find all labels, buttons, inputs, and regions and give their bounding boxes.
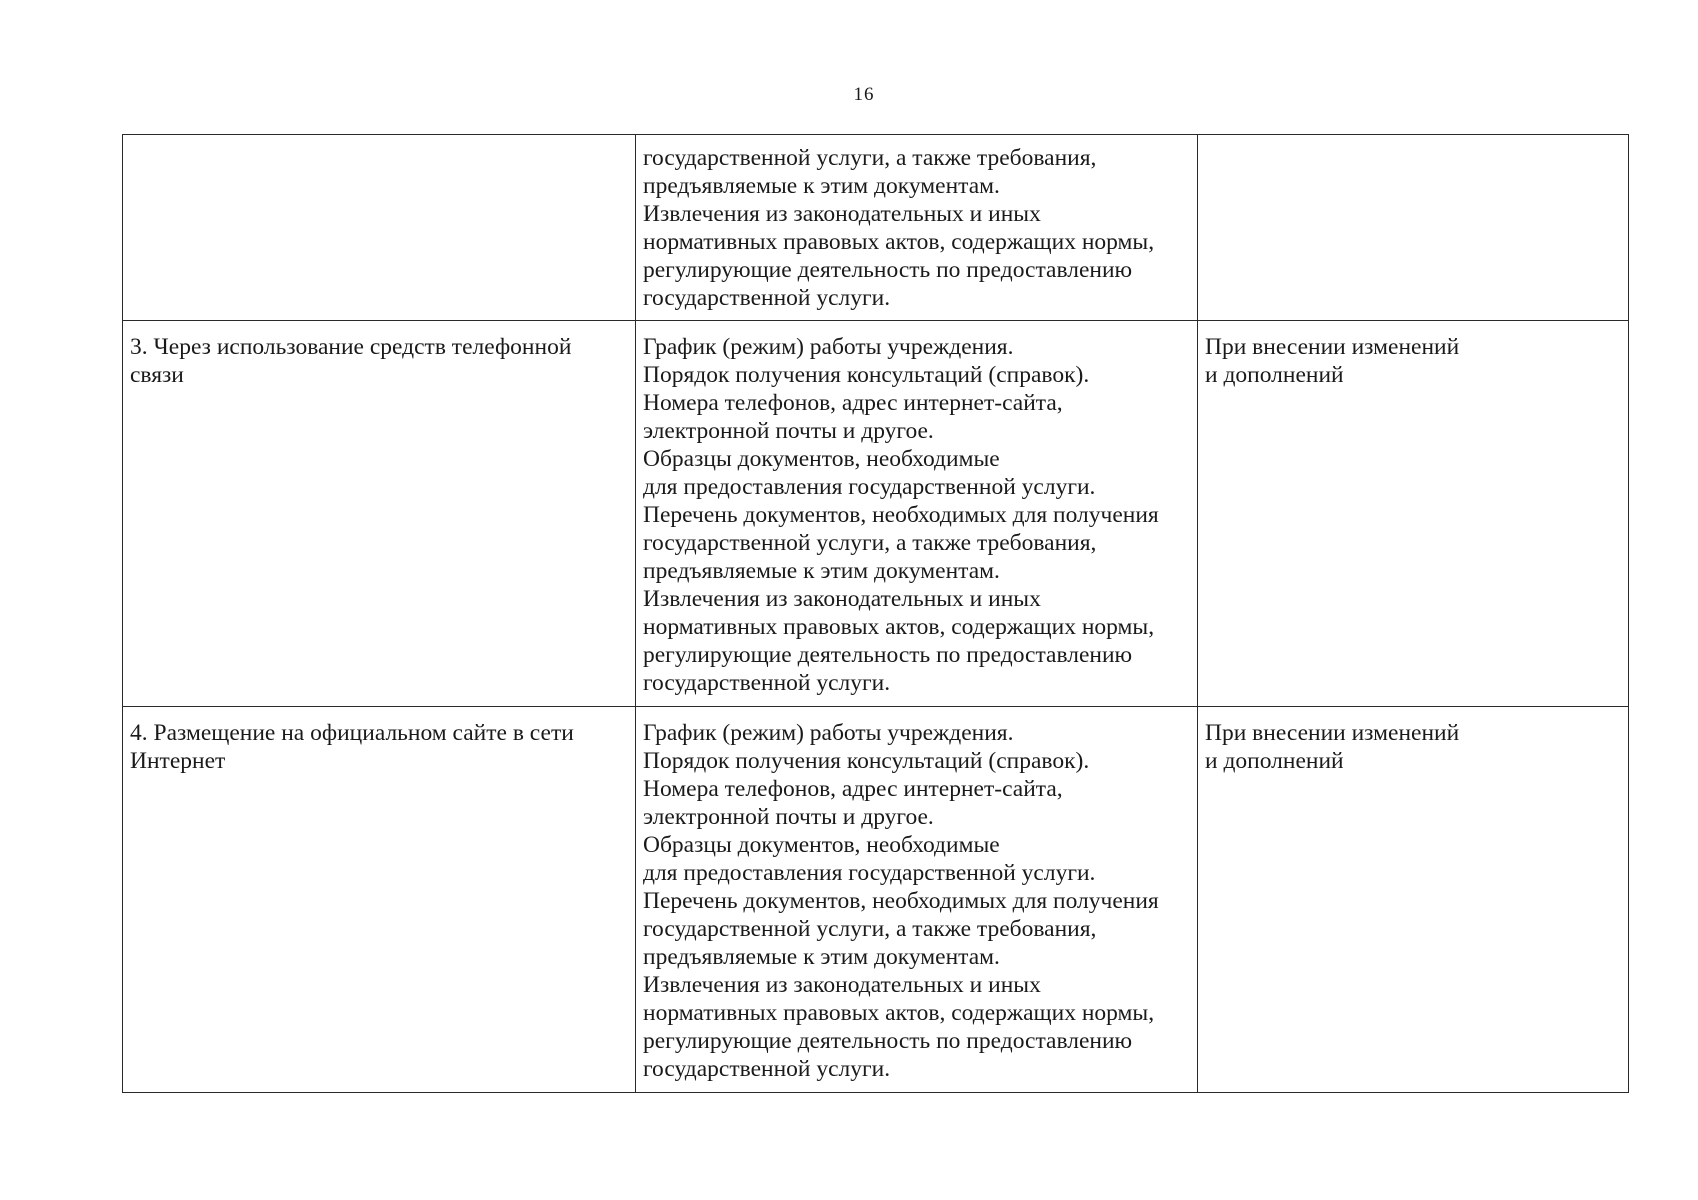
content-line: предъявляемые к этим документам. xyxy=(643,173,1000,199)
frequency-line: и дополнений xyxy=(1205,748,1344,774)
content-line: регулирующие деятельность по предоставлению xyxy=(643,257,1133,283)
content-line: для предоставления государственной услуги. xyxy=(643,860,1096,886)
table-row xyxy=(123,321,1629,707)
content-line: государственной услуги, а также требования, xyxy=(643,145,1097,171)
content-line: График (режим) работы учреждения. xyxy=(643,720,1014,746)
content-line: Образцы документов, необходимые xyxy=(643,446,1000,472)
frequency-line: и дополнений xyxy=(1205,362,1344,388)
content-line: государственной услуги. xyxy=(643,285,891,311)
content-line: Извлечения из законодательных и иных xyxy=(643,201,1041,227)
content-line: нормативных правовых актов, содержащих нормы, xyxy=(643,1000,1155,1026)
frequency-cell xyxy=(1198,135,1629,321)
content-line: государственной услуги. xyxy=(643,670,891,696)
content-line: предъявляемые к этим документам. xyxy=(643,558,1000,584)
content-line: Перечень документов, необходимых для получения xyxy=(643,502,1159,528)
content-line: государственной услуги, а также требования, xyxy=(643,916,1097,942)
content-line: Образцы документов, необходимые xyxy=(643,832,1000,858)
content-line: График (режим) работы учреждения. xyxy=(643,334,1014,360)
content-line: государственной услуги, а также требования, xyxy=(643,530,1097,556)
page-number: 16 xyxy=(853,84,875,105)
content-line: Извлечения из законодательных и иных xyxy=(643,586,1041,612)
content-line: регулирующие деятельность по предоставлению xyxy=(643,642,1133,668)
method-cell xyxy=(123,707,636,1093)
frequency-line: При внесении изменений xyxy=(1205,720,1460,746)
content-line: Извлечения из законодательных и иных xyxy=(643,972,1041,998)
frequency-cell xyxy=(1198,321,1629,707)
content-line: нормативных правовых актов, содержащих нормы, xyxy=(643,229,1155,255)
content-line: предъявляемые к этим документам. xyxy=(643,944,1000,970)
method-line: 4. Размещение на официальном сайте в сети xyxy=(130,720,574,746)
content-line: регулирующие деятельность по предоставлению xyxy=(643,1028,1133,1054)
content-line: Порядок получения консультаций (справок). xyxy=(643,362,1090,388)
content-line: государственной услуги. xyxy=(643,1056,891,1082)
method-line: 3. Через использование средств телефонной xyxy=(130,334,572,360)
content-cell xyxy=(636,135,1198,321)
content-line: Номера телефонов, адрес интернет-сайта, xyxy=(643,390,1063,416)
content-line: электронной почты и другое. xyxy=(643,804,934,830)
method-cell xyxy=(123,321,636,707)
method-line: Интернет xyxy=(130,748,226,774)
content-line: Номера телефонов, адрес интернет-сайта, xyxy=(643,776,1063,802)
method-line: связи xyxy=(130,362,184,388)
table-row xyxy=(123,707,1629,1093)
table-row xyxy=(123,135,1629,321)
content-line: для предоставления государственной услуги. xyxy=(643,474,1096,500)
content-line: нормативных правовых актов, содержащих нормы, xyxy=(643,614,1155,640)
content-line: Перечень документов, необходимых для получения xyxy=(643,888,1159,914)
content-cell xyxy=(636,707,1198,1093)
frequency-line: При внесении изменений xyxy=(1205,334,1460,360)
content-cell xyxy=(636,321,1198,707)
content-line: электронной почты и другое. xyxy=(643,418,934,444)
frequency-cell xyxy=(1198,707,1629,1093)
content-line: Порядок получения консультаций (справок). xyxy=(643,748,1090,774)
method-cell xyxy=(123,135,636,321)
info-table xyxy=(122,134,1629,1093)
